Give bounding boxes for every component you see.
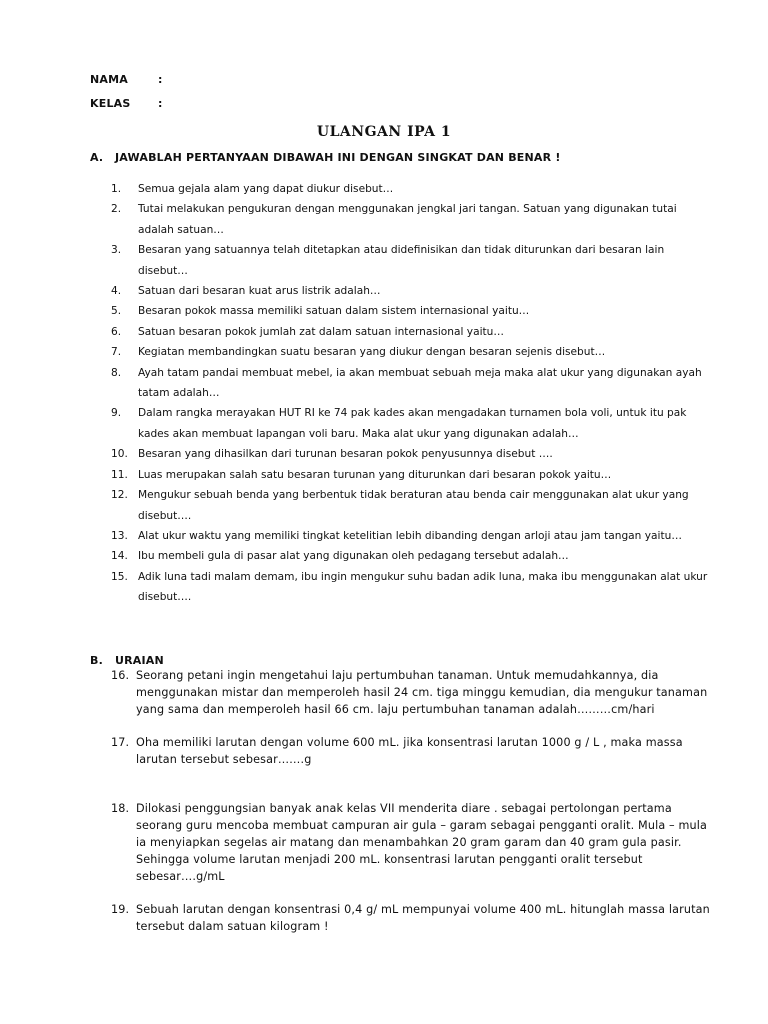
question-item: [111, 465, 711, 485]
kelas-field: [90, 97, 163, 110]
question-item: [111, 734, 711, 768]
page-title: ULANGAN IPA 1: [316, 124, 452, 140]
nama-label: NAMA: [90, 73, 128, 86]
question-number: 17.: [111, 736, 130, 749]
question-number: 12.: [111, 489, 128, 502]
question-number: 14.: [111, 550, 128, 563]
question-text: Ayah tatam pandai membuat mebel, ia akan membuat sebuah meja maka alat ukur yang digunakan ayah tatam adalah…: [138, 366, 702, 400]
question-number: 1.: [111, 183, 122, 195]
question-number: 13.: [111, 529, 128, 542]
question-text: Sebuah larutan dengan konsentrasi 0,4 g/ mL mempunyai volume 400 mL. hitunglah massa larutan tersebut dalam satuan kilogram !: [136, 903, 710, 933]
section-b-title: URAIAN: [115, 654, 164, 667]
question-text: Tutai melakukan pengukuran dengan menggunakan jengkal jari tangan. Satuan yang digunakan tutai adalah satuan…: [138, 203, 677, 236]
question-number: 2.: [111, 203, 122, 216]
section-a-letter: A.: [90, 151, 104, 164]
kelas-colon: :: [158, 97, 163, 110]
question-text: Seorang petani ingin mengetahui laju pertumbuhan tanaman. Untuk memudahkannya, dia menggunakan mistar dan memperoleh hasil 24 cm. tiga minggu kemudian, dia mengukur tanaman yang sama dan memperoleh hasil 66 cm. laju pertumbuhan tanaman adalah………cm/hari: [136, 669, 708, 716]
question-number: 3.: [111, 244, 122, 257]
question-text: Kegiatan membandingkan suatu besaran yang diukur dengan besaran sejenis disebut…: [138, 346, 606, 359]
question-number: 4.: [111, 285, 122, 298]
kelas-label: KELAS: [90, 97, 131, 110]
question-item: [111, 322, 711, 342]
question-text: Besaran pokok massa memiliki satuan dalam sistem internasional yaitu…: [138, 305, 530, 318]
question-item: [111, 342, 711, 362]
question-text: Besaran yang satuannya telah ditetapkan atau didefinisikan dan tidak diturunkan dari besaran lain disebut…: [138, 244, 665, 277]
question-item: [111, 526, 711, 546]
question-number: 9.: [111, 407, 122, 420]
question-number: 15.: [111, 570, 128, 583]
question-text: Besaran yang dihasilkan dari turunan besaran pokok penyusunnya disebut ….: [138, 448, 553, 461]
question-item: [111, 444, 711, 464]
question-text: Satuan besaran pokok jumlah zat dalam satuan internasional yaitu…: [138, 325, 504, 338]
question-item: [111, 199, 711, 240]
question-item: [111, 240, 711, 281]
question-item: [111, 179, 711, 199]
question-item: [111, 301, 711, 321]
question-item: [111, 567, 711, 608]
question-number: 8.: [111, 366, 122, 379]
question-text: Dilokasi penggungsian banyak anak kelas VII menderita diare . sebagai pertolongan pertama seorang guru mencoba membuat campuran air gula – garam sebagai pengganti oralit. Mula – mula ia menyiapkan segelas air matang dan menambahkan 20 gram garam dan 40 gram gula pasir. Sehingga volume larutan menjadi 200 mL. konsentrasi larutan pengganti oralit tersebut sebesar….g/mL: [136, 802, 708, 883]
question-item: [111, 363, 711, 404]
section-b-question-list: [111, 667, 711, 935]
question-item: [111, 485, 711, 526]
question-item: [111, 667, 711, 718]
question-number: 7.: [111, 346, 122, 359]
section-a-question-list: [111, 179, 711, 608]
question-item: [111, 800, 711, 885]
question-item: [111, 546, 711, 566]
question-text: Alat ukur waktu yang memiliki tingkat ketelitian lebih dibanding dengan arloji atau jam tangan yaitu…: [138, 529, 682, 542]
question-text: Semua gejala alam yang dapat diukur disebut…: [138, 183, 394, 195]
section-b-heading: [90, 654, 164, 667]
question-number: 5.: [111, 305, 122, 318]
question-number: 6.: [111, 325, 122, 338]
question-text: Adik luna tadi malam demam, ibu ingin mengukur suhu badan adik luna, maka ibu menggunakan alat ukur disebut….: [138, 570, 708, 604]
question-text: Oha memiliki larutan dengan volume 600 mL. jika konsentrasi larutan 1000 g / L , maka massa larutan tersebut sebesar…….g: [136, 736, 683, 766]
question-text: Mengukur sebuah benda yang berbentuk tidak beraturan atau benda cair menggunakan alat ukur yang disebut….: [138, 489, 689, 522]
question-number: 11.: [111, 468, 128, 481]
question-number: 19.: [111, 903, 130, 916]
question-number: 10.: [111, 448, 128, 461]
section-a-heading: [90, 151, 561, 164]
nama-field: [90, 73, 163, 86]
nama-colon: :: [158, 73, 163, 86]
question-item: [111, 403, 711, 444]
question-text: Dalam rangka merayakan HUT RI ke 74 pak kades akan mengadakan turnamen bola voli, untuk itu pak kades akan membuat lapangan voli baru. Maka alat ukur yang digunakan adalah…: [138, 407, 687, 440]
question-text: Ibu membeli gula di pasar alat yang digunakan oleh pedagang tersebut adalah…: [138, 550, 569, 563]
question-item: [111, 281, 711, 301]
question-item: [111, 901, 711, 935]
section-b-letter: B.: [90, 654, 103, 667]
question-number: 16.: [111, 669, 130, 682]
question-text: Luas merupakan salah satu besaran turunan yang diturunkan dari besaran pokok yaitu…: [138, 468, 612, 481]
question-number: 18.: [111, 802, 130, 815]
section-a-title: JAWABLAH PERTANYAAN DIBAWAH INI DENGAN SINGKAT DAN BENAR !: [115, 151, 561, 164]
question-text: Satuan dari besaran kuat arus listrik adalah…: [138, 285, 381, 298]
